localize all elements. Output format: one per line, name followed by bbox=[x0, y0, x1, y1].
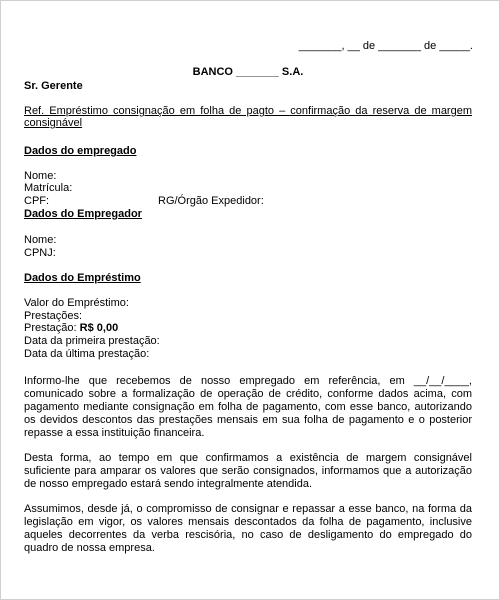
loan-amount-label: Valor do Empréstimo: bbox=[24, 297, 129, 309]
employee-section-heading: Dados do empregado bbox=[24, 145, 137, 157]
employee-rg-label: RG/Órgão Expedidor: bbox=[158, 195, 264, 207]
loan-first-date-label: Data da primeira prestação: bbox=[24, 335, 160, 347]
loan-section-heading: Dados do Empréstimo bbox=[24, 272, 141, 284]
employer-section-heading: Dados do Empregador bbox=[24, 208, 142, 220]
body-paragraph-1: Informo-lhe que recebemos de nosso empregado em referência, em __/__/____, comunicado sobre a formalização de operação de crédito, conforme dados acima, com pagamento mediante consignação em folha de pagamento, com esse banco, autorizando os devidos descontos das prestações mensais em sua folha de pagamento e o posterior repasse a essa instituição financeira. bbox=[24, 375, 472, 439]
body-paragraph-3: Assumimos, desde já, o compromisso de consignar e repassar a esse banco, na forma da legislação em vigor, os valores mensais descontados da folha de pagamento, inclusive aqueles decorrentes da verba rescisória, no caso de desligamento do empregado do quadro de nossa empresa. bbox=[24, 503, 472, 554]
date-line: _______, __ de _______ de _____. bbox=[298, 40, 473, 52]
body-paragraph-2: Desta forma, ao tempo em que confirmamos a existência de margem consignável suficiente para amparar os valores que serão consignados, informamos que a autorização de nosso empregado estará sendo integralmente atendida. bbox=[24, 452, 472, 490]
bank-title: BANCO _______ S.A. bbox=[192, 66, 304, 78]
loan-installment-value: R$ 0,00 bbox=[79, 322, 119, 334]
loan-installment-row bbox=[24, 322, 118, 335]
reference-line: Ref. Empréstimo consignação em folha de pagto – confirmação da reserva de margem consignável bbox=[24, 105, 472, 129]
employer-cnpj-label: CPNJ: bbox=[24, 247, 56, 259]
employer-name-label: Nome: bbox=[24, 234, 57, 246]
loan-last-date-label: Data da última prestação: bbox=[24, 348, 150, 360]
employee-name-label: Nome: bbox=[24, 170, 57, 182]
loan-installments-label: Prestações: bbox=[24, 310, 83, 322]
employee-registration-label: Matrícula: bbox=[24, 182, 73, 194]
loan-installment-label: Prestação: bbox=[24, 322, 77, 334]
employee-cpf-label: CPF: bbox=[24, 195, 50, 207]
greeting: Sr. Gerente bbox=[24, 80, 83, 92]
